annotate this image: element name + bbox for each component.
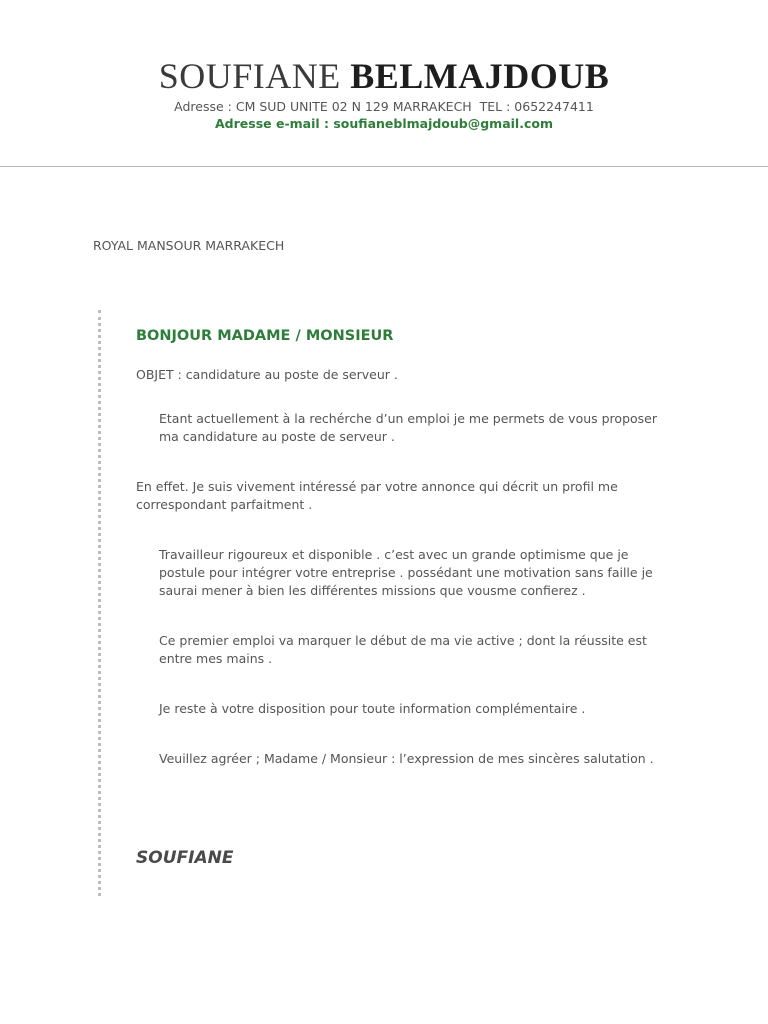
signature: SOUFIANE (136, 848, 234, 868)
paragraph-3: Travailleur rigoureux et disponible . c’est avec un grande optimisme que je postule pour intégrer votre entreprise . possédant une motivation sans faille je saurai mener à bien les différentes missions que vousme confierez . (159, 547, 653, 598)
subject-line: OBJET : candidature au poste de serveur . (136, 367, 398, 382)
dotted-margin-line (98, 310, 101, 896)
letterhead (0, 56, 768, 132)
closing-paragraph: Veuillez agréer ; Madame / Monsieur : l’expression de mes sincères salutation . (159, 751, 654, 766)
paragraph-2: En effet. Je suis vivement intéressé par votre annonce qui décrit un profil me correspondant parfaitment . (136, 479, 618, 512)
paragraph-1: Etant actuellement à la rechérche d’un emploi je me permets de vous proposer ma candidature au poste de serveur . (159, 411, 657, 444)
applicant-name (0, 56, 768, 96)
first-name: SOUFIANE (158, 56, 341, 96)
letter-body (136, 326, 676, 868)
last-name: BELMAJDOUB (350, 56, 610, 96)
paragraph-5: Je reste à votre disposition pour toute information complémentaire . (159, 701, 586, 716)
email-line: Adresse e-mail : soufianeblmajdoub@gmail.com (215, 116, 553, 131)
recipient: ROYAL MANSOUR MARRAKECH (93, 238, 285, 253)
greeting: BONJOUR MADAME / MONSIEUR (136, 328, 394, 344)
paragraph-4: Ce premier emploi va marquer le début de ma vie active ; dont la réussite est entre mes mains . (159, 633, 647, 666)
address-line: Adresse : CM SUD UNITE 02 N 129 MARRAKECH TEL : 0652247411 (174, 99, 594, 114)
header-divider (0, 166, 768, 167)
